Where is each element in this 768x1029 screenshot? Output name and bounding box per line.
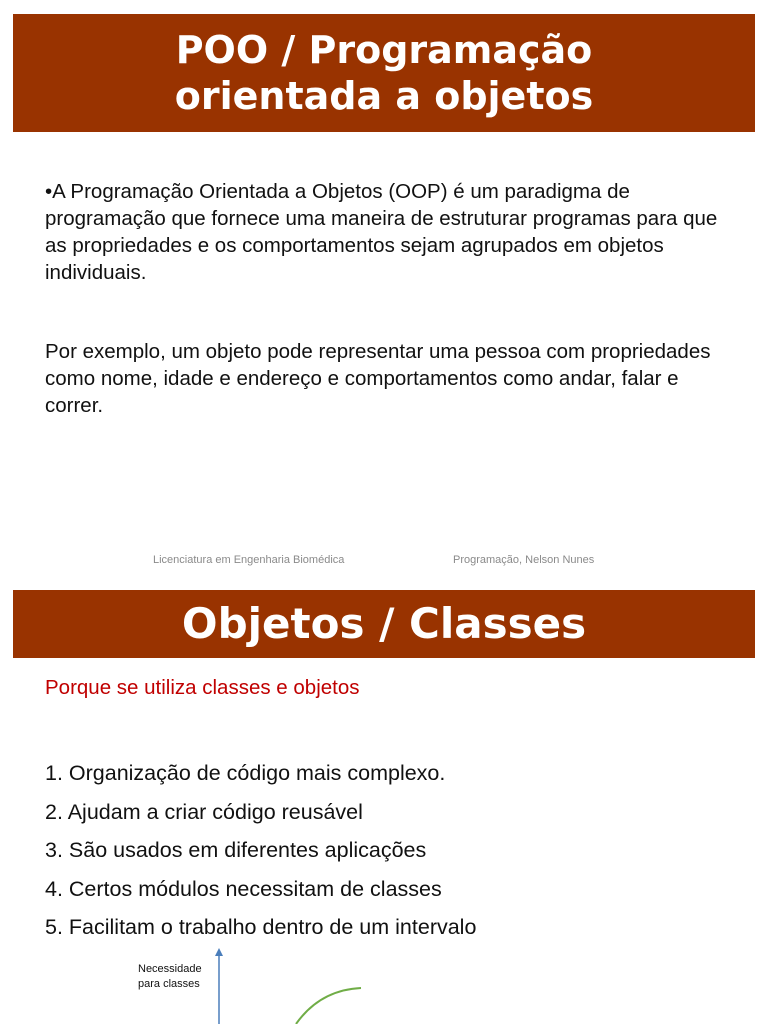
slide-title: Objetos / Classes xyxy=(181,599,587,648)
list-item: 5. Facilitam o trabalho dentro de um intervalo xyxy=(45,915,477,939)
chart-y-label-line-2: para classes xyxy=(138,978,200,990)
need-curve xyxy=(296,988,361,1024)
list-item: 1. Organização de código mais complexo. xyxy=(45,761,446,785)
reasons-list xyxy=(45,754,476,947)
footer-course: Licenciatura em Engenharia Biomédica xyxy=(153,554,345,566)
chart-y-label-line-1: Necessidade xyxy=(138,963,202,975)
footer-author: Programação, Nelson Nunes xyxy=(453,554,595,566)
y-axis-arrow-icon xyxy=(215,948,223,956)
need-for-classes-chart xyxy=(120,940,420,1024)
list-item: 2. Ajudam a criar código reusável xyxy=(45,799,363,824)
slide-title-bar xyxy=(13,14,755,132)
list-item: 3. São usados em diferentes aplicações xyxy=(45,838,427,862)
slide-subtitle: Porque se utiliza classes e objetos xyxy=(45,676,360,699)
chart-y-label xyxy=(138,962,202,992)
slide-title-line-2: orientada a objetos xyxy=(174,74,594,118)
slide-objetos-classes xyxy=(0,580,768,1024)
slide-title-bar xyxy=(13,590,755,658)
paragraph-example: Por exemplo, um objeto pode representar uma pessoa com propriedades como nome, idade e endereço e comportamentos como andar, falar e correr. xyxy=(45,340,711,417)
slide-title-line-1: POO / Programação xyxy=(175,28,593,72)
list-item: 4. Certos módulos necessitam de classes xyxy=(45,876,442,901)
paragraph-definition: •A Programação Orientada a Objetos (OOP) é um paradigma de programação que fornece uma maneira de estruturar programas para que as propriedades e os comportamentos sejam agrupados em objetos individuais. xyxy=(45,180,718,284)
